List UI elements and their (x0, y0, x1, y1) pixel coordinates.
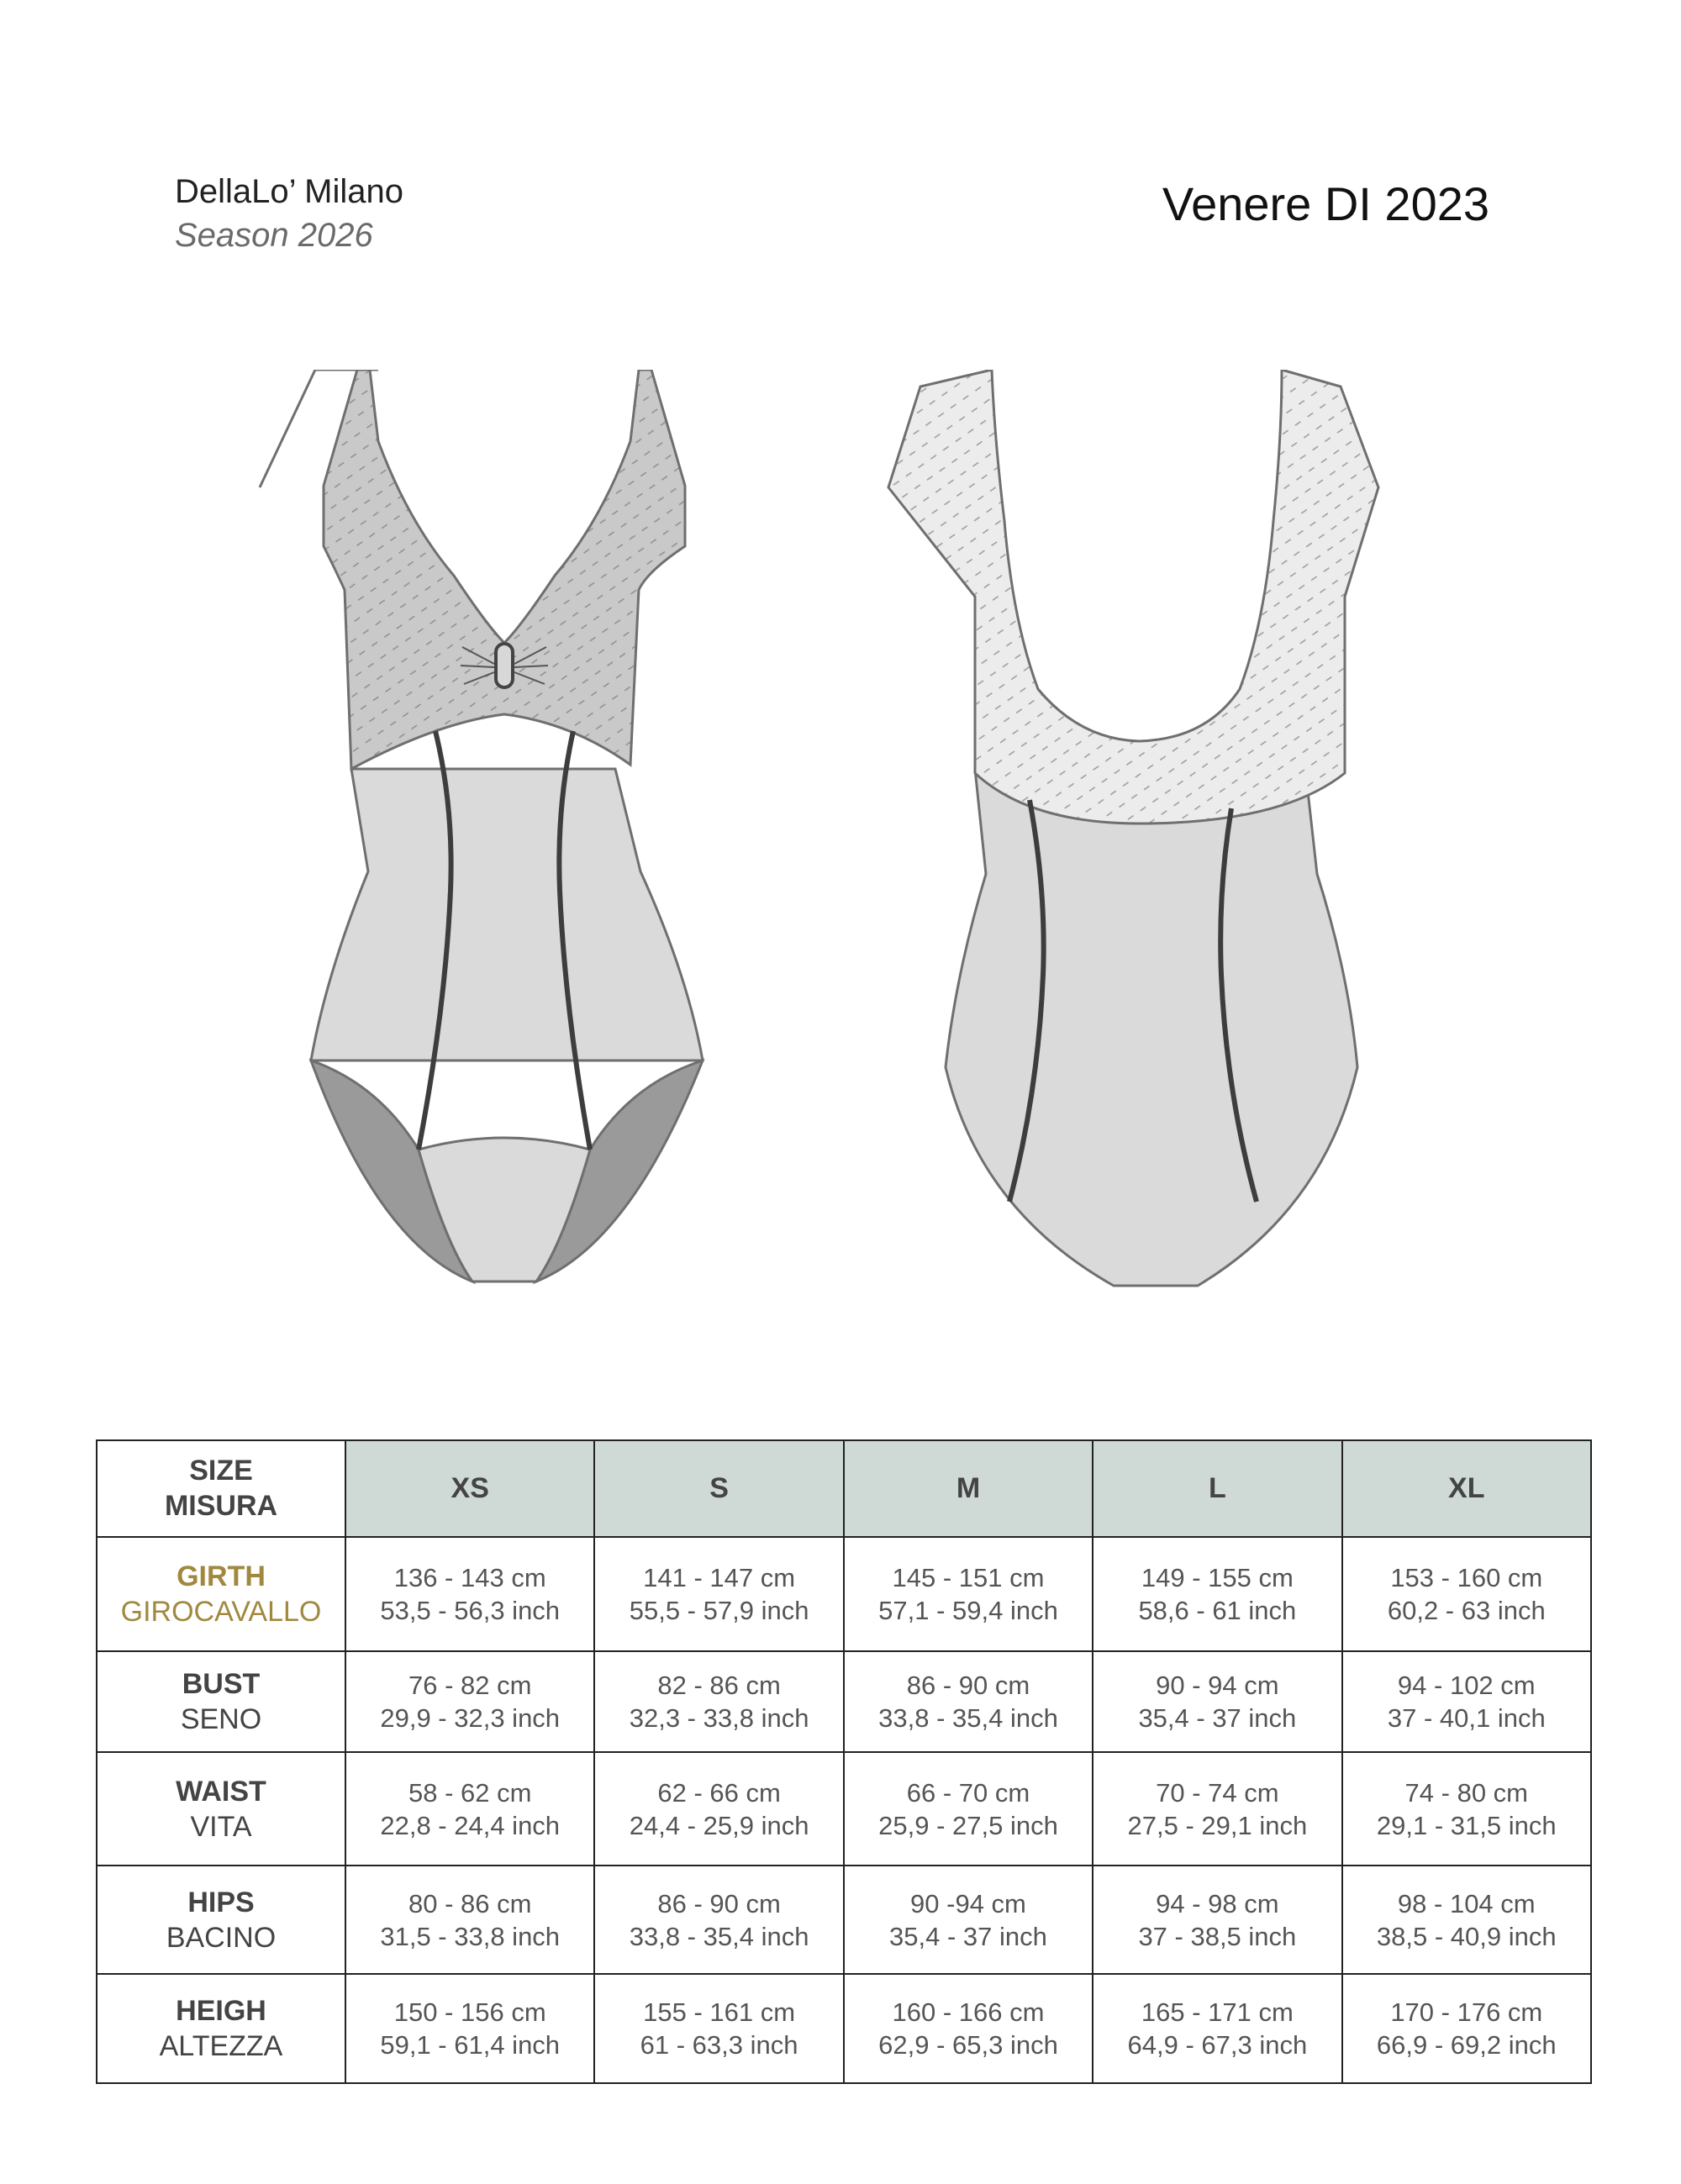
model-title: Venere DI 2023 (1162, 177, 1489, 230)
garment-back-illustration (887, 370, 1391, 1294)
cell-cm: 86 - 90 cm (906, 1671, 1030, 1701)
table-cell (594, 1974, 843, 2083)
row-label-hips (97, 1866, 345, 1974)
cell-inch: 31,5 - 33,8 inch (380, 1921, 561, 1951)
cell-cm: 66 - 70 cm (906, 1777, 1030, 1808)
cell-inch: 61 - 63,3 inch (640, 2030, 798, 2060)
size-header-xl: XL (1342, 1440, 1591, 1537)
table-cell (844, 1651, 1093, 1753)
cell-cm: 141 - 147 cm (643, 1562, 796, 1592)
table-cell (594, 1651, 843, 1753)
cell-cm: 76 - 82 cm (408, 1671, 532, 1701)
table-cell (1342, 1752, 1591, 1866)
size-header-corner (97, 1440, 345, 1537)
cell-cm: 150 - 156 cm (393, 1997, 546, 2028)
cell-inch: 62,9 - 65,3 inch (878, 2030, 1058, 2060)
size-header-m: M (844, 1440, 1093, 1537)
row-label-it: VITA (190, 1810, 252, 1843)
row-label-en: WAIST (176, 1775, 266, 1808)
cell-cm: 155 - 161 cm (643, 1997, 796, 2028)
row-label-height (97, 1974, 345, 2083)
cell-cm: 90 -94 cm (910, 1888, 1026, 1918)
cell-cm: 58 - 62 cm (408, 1777, 532, 1808)
front-body-panel (311, 769, 703, 1060)
table-row-waist (97, 1752, 1591, 1866)
cell-inch: 38,5 - 40,9 inch (1376, 1921, 1557, 1951)
cell-inch: 57,1 - 59,4 inch (878, 1595, 1058, 1625)
table-cell (1093, 1537, 1341, 1651)
table-cell (1093, 1752, 1341, 1866)
cell-cm: 170 - 176 cm (1390, 1997, 1543, 2028)
table-row-hips (97, 1866, 1591, 1974)
cell-cm: 165 - 171 cm (1141, 1997, 1294, 2028)
cell-cm: 136 - 143 cm (393, 1562, 546, 1592)
cell-cm: 90 - 94 cm (1156, 1671, 1279, 1701)
cell-inch: 37 - 40,1 inch (1387, 1703, 1546, 1734)
corner-label-en: SIZE (189, 1455, 253, 1487)
cell-cm: 160 - 166 cm (892, 1997, 1045, 2028)
cell-inch: 25,9 - 27,5 inch (878, 1810, 1058, 1840)
size-header-l: L (1093, 1440, 1341, 1537)
cell-cm: 145 - 151 cm (892, 1562, 1045, 1592)
cell-inch: 27,5 - 29,1 inch (1127, 1810, 1308, 1840)
row-label-it: GIROCAVALLO (120, 1595, 322, 1628)
cell-inch: 60,2 - 63 inch (1387, 1595, 1546, 1625)
cell-inch: 55,5 - 57,9 inch (629, 1595, 809, 1625)
row-label-it: SENO (180, 1703, 262, 1736)
table-cell (1342, 1537, 1591, 1651)
cell-inch: 59,1 - 61,4 inch (380, 2030, 561, 2060)
table-row-girth (97, 1537, 1591, 1651)
table-cell (345, 1752, 594, 1866)
cell-cm: 149 - 155 cm (1141, 1562, 1294, 1592)
table-cell (844, 1752, 1093, 1866)
size-header-row (97, 1440, 1591, 1537)
cell-inch: 37 - 38,5 inch (1138, 1921, 1297, 1951)
cell-cm: 153 - 160 cm (1390, 1562, 1543, 1592)
cell-inch: 29,1 - 31,5 inch (1376, 1810, 1557, 1840)
cell-inch: 33,8 - 35,4 inch (629, 1921, 809, 1951)
table-cell (1093, 1866, 1341, 1974)
table-cell (1093, 1651, 1341, 1753)
cell-cm: 74 - 80 cm (1404, 1777, 1528, 1808)
size-chart-table (96, 1439, 1592, 2084)
cell-cm: 86 - 90 cm (657, 1888, 781, 1918)
front-mesh-bodice (324, 370, 685, 769)
cell-cm: 70 - 74 cm (1156, 1777, 1279, 1808)
table-cell (594, 1866, 843, 1974)
table-cell (345, 1651, 594, 1753)
cell-inch: 22,8 - 24,4 inch (380, 1810, 561, 1840)
table-cell (594, 1752, 843, 1866)
row-label-it: BACINO (166, 1921, 277, 1954)
table-row-bust (97, 1651, 1591, 1753)
table-cell (1342, 1974, 1591, 2083)
row-label-en: HIPS (187, 1886, 255, 1918)
cell-cm: 62 - 66 cm (657, 1777, 781, 1808)
garment-front-illustration (252, 370, 756, 1294)
size-header-s: S (594, 1440, 843, 1537)
table-row-height (97, 1974, 1591, 2083)
season-label: Season 2026 (175, 217, 373, 254)
cell-cm: 94 - 98 cm (1156, 1888, 1279, 1918)
table-cell (345, 1537, 594, 1651)
cell-inch: 35,4 - 37 inch (1138, 1703, 1297, 1734)
table-cell (844, 1974, 1093, 2083)
row-label-girth (97, 1537, 345, 1651)
cell-cm: 82 - 86 cm (657, 1671, 781, 1701)
cell-inch: 29,9 - 32,3 inch (380, 1703, 561, 1734)
table-cell (1342, 1866, 1591, 1974)
cell-cm: 98 - 104 cm (1397, 1888, 1536, 1918)
cell-inch: 64,9 - 67,3 inch (1127, 2030, 1308, 2060)
row-label-bust (97, 1651, 345, 1753)
row-label-en: BUST (182, 1668, 261, 1701)
cell-inch: 58,6 - 61 inch (1138, 1595, 1297, 1625)
row-label-en: GIRTH (177, 1560, 266, 1592)
table-cell (1093, 1974, 1341, 2083)
corner-label-it: MISURA (164, 1490, 278, 1523)
back-body-panel (946, 769, 1357, 1286)
cell-inch: 33,8 - 35,4 inch (878, 1703, 1058, 1734)
table-cell (345, 1866, 594, 1974)
row-label-it: ALTEZZA (159, 2030, 283, 2063)
cell-inch: 53,5 - 56,3 inch (380, 1595, 561, 1625)
table-cell (844, 1866, 1093, 1974)
table-cell (844, 1537, 1093, 1651)
row-label-en: HEIGH (176, 1995, 266, 2028)
cell-inch: 24,4 - 25,9 inch (629, 1810, 809, 1840)
table-cell (345, 1974, 594, 2083)
back-mesh-bodice (888, 370, 1378, 824)
cell-inch: 32,3 - 33,8 inch (629, 1703, 809, 1734)
table-cell (594, 1537, 843, 1651)
table-cell (1342, 1651, 1591, 1753)
size-header-xs: XS (345, 1440, 594, 1537)
row-label-waist (97, 1752, 345, 1866)
cell-cm: 94 - 102 cm (1397, 1671, 1536, 1701)
cell-cm: 80 - 86 cm (408, 1888, 532, 1918)
brand-name: DellaLo’ Milano (175, 173, 403, 210)
cell-inch: 66,9 - 69,2 inch (1376, 2030, 1557, 2060)
cell-inch: 35,4 - 37 inch (889, 1921, 1047, 1951)
